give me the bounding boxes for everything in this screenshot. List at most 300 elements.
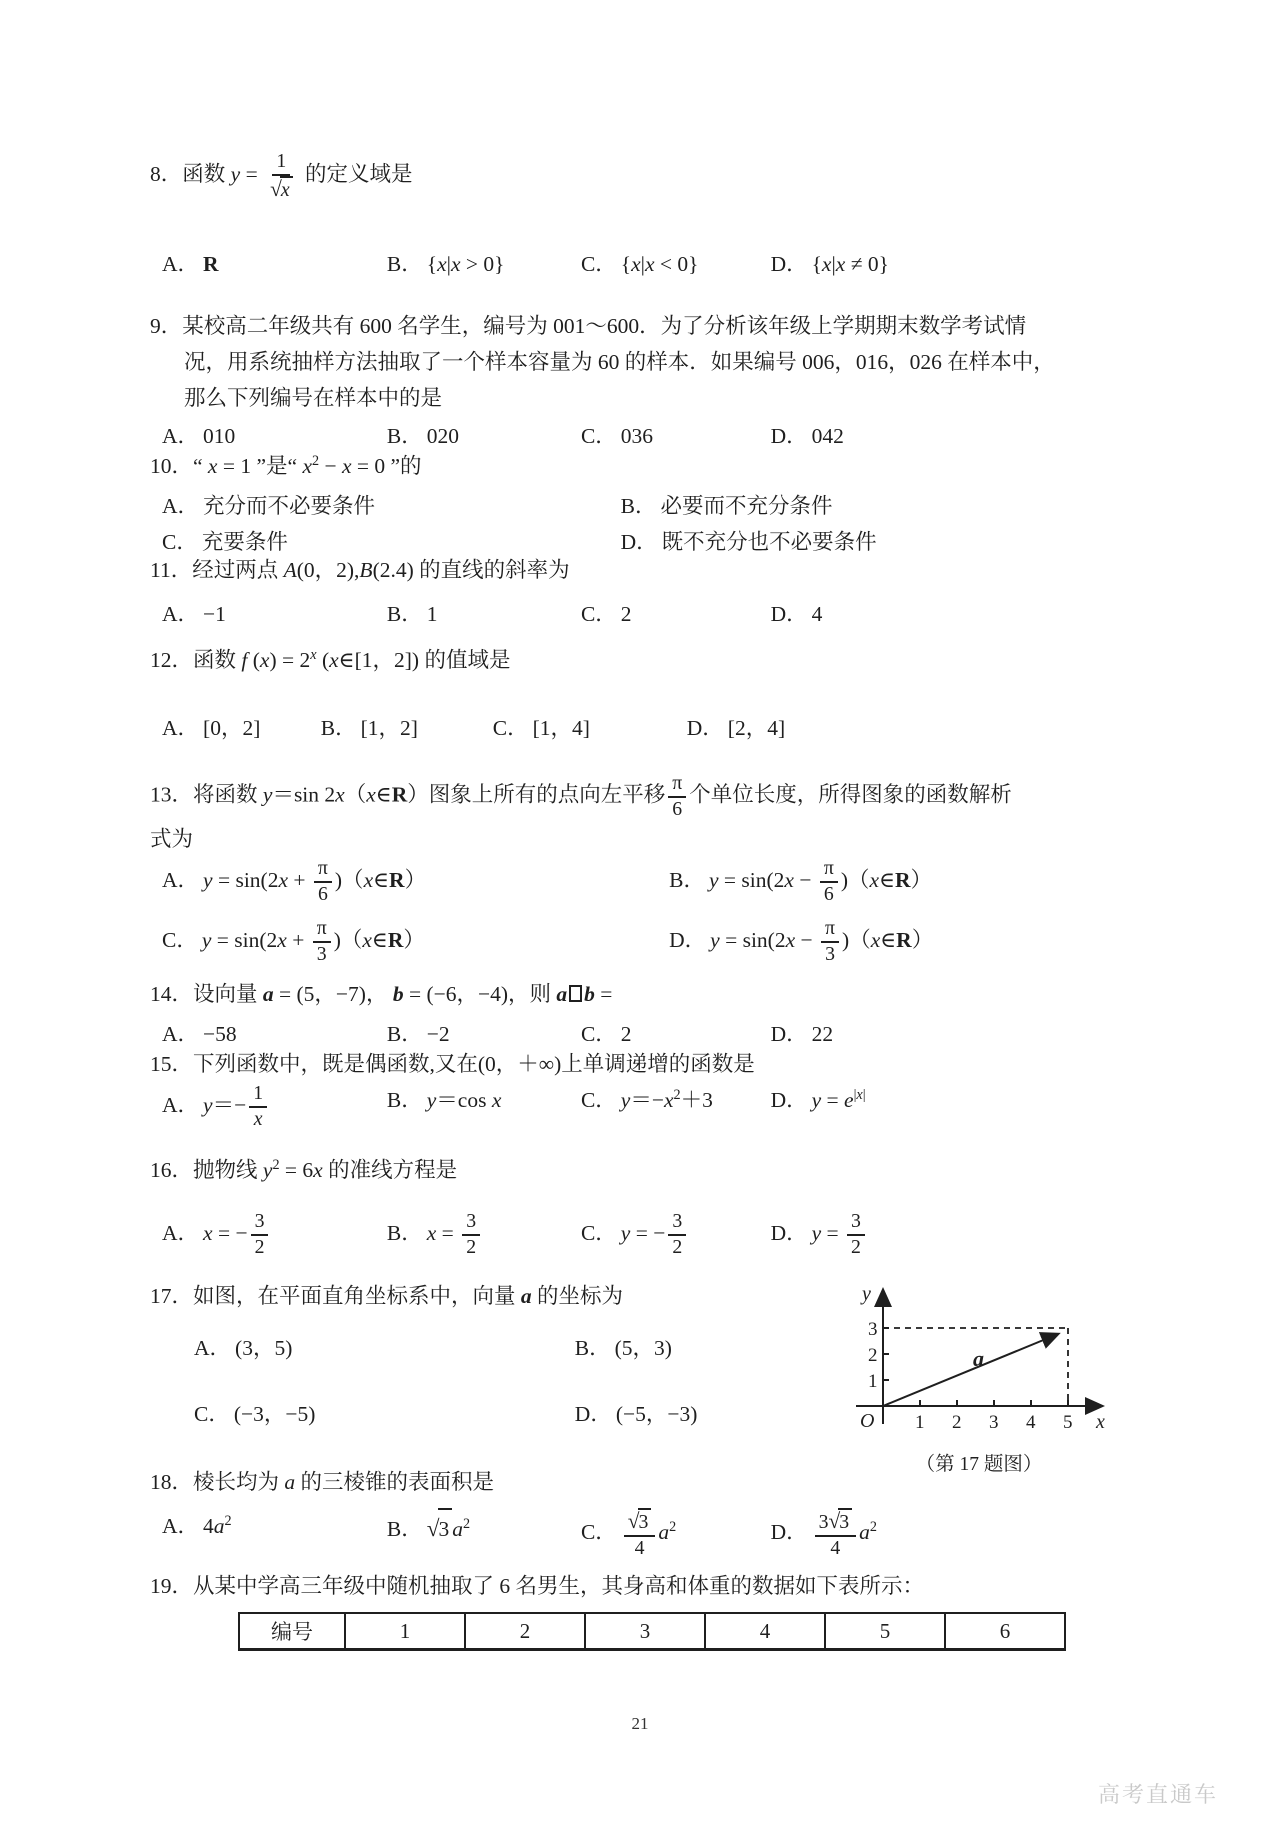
option-B	[387, 246, 581, 282]
text-run: 6	[823, 883, 834, 906]
text-run: ＝cos	[436, 1088, 492, 1112]
option-A	[162, 710, 321, 746]
question-stem	[150, 1464, 1022, 1500]
text-run: −58	[203, 1022, 237, 1046]
text-run: )（	[333, 927, 363, 952]
option-label: C．	[580, 424, 617, 448]
watermark: 高考直通车	[1097, 1782, 1218, 1807]
option-A	[162, 1210, 387, 1259]
option-label: A．	[194, 1336, 232, 1360]
text-run: +	[288, 868, 311, 893]
text-run: 10．“	[150, 454, 208, 478]
text-run: 19．从某中学高三年级中随机抽取了 6 名男生，其身高和体重的数据如下表所示：	[150, 1574, 925, 1598]
text-run: |	[831, 252, 836, 277]
math-variable: x	[259, 648, 270, 672]
text-run: 充要条件	[201, 530, 288, 554]
math-variable: y	[262, 782, 273, 807]
text-run: = −	[212, 1220, 248, 1245]
text-run: 4	[634, 1536, 645, 1559]
math-variable: A	[283, 558, 297, 582]
text-run: ∈	[373, 868, 390, 893]
text-run: 3	[254, 1210, 265, 1232]
math-radical: √x	[270, 179, 293, 201]
option-content	[427, 602, 438, 626]
option-A	[162, 246, 387, 282]
text-run: (−3，−5)	[233, 1402, 316, 1426]
option-label: D．	[770, 1520, 808, 1545]
option-label: C．	[580, 1220, 617, 1245]
question-16	[150, 1152, 1125, 1259]
text-run: ＝−	[212, 1092, 247, 1117]
math-variable: y	[230, 162, 241, 187]
text-run: (3，5)	[235, 1336, 293, 1360]
text-run: = (−6，−4)，则	[403, 982, 557, 1006]
vector-label: a	[973, 1346, 984, 1371]
math-fraction	[668, 772, 686, 821]
option-label: B．	[320, 716, 357, 740]
option-content	[620, 1210, 689, 1258]
text-run: 的坐标为	[531, 1284, 624, 1308]
text-run: 1	[426, 602, 438, 626]
option-label: B．	[386, 1220, 423, 1245]
text-run: (5，3)	[614, 1336, 672, 1360]
text-run: π	[317, 857, 328, 880]
text-run: 036	[620, 424, 654, 448]
text-run: 2	[224, 1512, 232, 1529]
math-variable: x	[856, 1086, 863, 1103]
text-run: 4	[830, 1536, 841, 1559]
option-label: A．	[162, 252, 200, 277]
math-fraction	[313, 917, 331, 966]
math-variable: y	[811, 1220, 822, 1245]
option-D	[771, 246, 1044, 282]
math-variable: e	[844, 1088, 854, 1112]
question-options	[150, 488, 1044, 560]
text-run: 13．将函数	[150, 782, 263, 807]
text-run: 2	[672, 1235, 683, 1258]
text-run: ＝−	[630, 1088, 664, 1112]
table-cell: 5	[825, 1613, 945, 1650]
text-run: 17．如图，在平面直角坐标系中，向量	[150, 1284, 521, 1308]
math-variable: x	[663, 1088, 674, 1112]
math-superscript	[870, 1519, 877, 1535]
text-run: 3	[638, 1511, 649, 1533]
question-stem	[150, 1152, 1022, 1188]
text-run: = sin(2	[211, 927, 278, 952]
text-run: 的三棱锥的表面积是	[295, 1470, 495, 1494]
text-run: = sin(2	[719, 927, 786, 952]
text-run: 22	[811, 1022, 834, 1046]
figure-q17	[838, 1276, 1120, 1476]
text-run: +	[286, 927, 310, 952]
question-stem	[150, 976, 1022, 1012]
option-content	[616, 1402, 698, 1426]
option-label: C．	[162, 530, 198, 554]
option-content	[202, 530, 288, 554]
option-label: B．	[669, 868, 705, 893]
option-C	[493, 710, 687, 746]
option-label: D．	[770, 1022, 808, 1046]
text-run: 必要而不充分条件	[660, 494, 833, 518]
text-run: {	[811, 252, 822, 277]
option-B	[387, 1210, 581, 1259]
text-run: 12．函数	[150, 648, 242, 672]
text-run: = (5，−7)，	[273, 982, 393, 1006]
math-fraction	[251, 1210, 269, 1259]
option-content	[427, 1517, 470, 1541]
text-run: −	[795, 927, 819, 952]
option-label: C．	[492, 716, 529, 740]
text-run: π	[316, 916, 327, 939]
math-radical: √3	[427, 1517, 453, 1541]
text-run: 4	[811, 602, 823, 626]
x-axis-label: x	[1096, 1411, 1105, 1433]
text-run: 2	[311, 452, 320, 469]
option-content	[203, 424, 235, 448]
math-variable: a	[284, 1470, 296, 1494]
option-label: C．	[194, 1402, 230, 1426]
text-run: ∈[1，2]) 的值域是	[338, 648, 511, 672]
text-run: 020	[426, 424, 459, 448]
text-run: 既不充分也不必要条件	[661, 530, 877, 554]
option-A	[194, 1330, 575, 1366]
math-variable: y	[710, 927, 720, 952]
text-run: 个单位长度，所得图象的函数解析式为	[150, 782, 1012, 852]
math-radical: √3	[828, 1511, 852, 1533]
math-fraction	[820, 857, 838, 906]
text-run: 2	[669, 1519, 677, 1536]
math-fraction	[847, 1210, 865, 1259]
math-variable: a	[262, 982, 274, 1006]
text-run: R	[389, 868, 405, 893]
x-tick: 2	[952, 1412, 962, 1433]
option-content	[710, 916, 934, 965]
text-run: 2	[869, 1519, 877, 1536]
option-label: D．	[770, 1220, 808, 1245]
option-content	[203, 1022, 237, 1046]
text-run: ）	[403, 927, 425, 952]
text-run: )（	[840, 868, 870, 893]
table-cell: 6	[945, 1613, 1065, 1650]
question-options	[150, 857, 1044, 966]
option-D	[771, 1210, 1044, 1259]
x-tick: 1	[915, 1412, 925, 1433]
text-run: )（	[334, 868, 364, 893]
question-10	[150, 448, 1125, 560]
option-label: B．	[386, 252, 423, 277]
option-label: A．	[162, 494, 200, 518]
math-variable: x	[310, 646, 317, 663]
option-label: A．	[162, 602, 200, 626]
option-content	[361, 716, 418, 740]
text-run: 2	[463, 1515, 471, 1532]
question-options	[150, 710, 1044, 746]
math-variable: x	[366, 782, 376, 807]
math-variable: x	[253, 1107, 263, 1130]
text-run: {	[620, 252, 632, 277]
question-15	[150, 1046, 1125, 1131]
math-variable: y	[262, 1158, 273, 1182]
y-tick: 3	[868, 1319, 878, 1340]
math-fraction	[821, 917, 839, 966]
math-superscript	[463, 1516, 470, 1532]
option-content	[621, 602, 632, 626]
option-label: D．	[686, 716, 724, 740]
option-content	[203, 494, 375, 518]
math-variable: x	[870, 927, 881, 952]
option-label: B．	[386, 424, 423, 448]
math-variable: x	[869, 868, 880, 893]
text-run: = 1 ”是“	[217, 454, 303, 478]
text-run: ＋3	[680, 1088, 713, 1112]
option-label: B．	[386, 1088, 423, 1112]
option-content	[427, 1022, 450, 1046]
math-variable: x	[207, 454, 218, 478]
option-label: A．	[162, 868, 200, 893]
question-14	[150, 976, 1125, 1052]
text-run: 的定义域是	[299, 162, 413, 187]
text-run: 042	[811, 424, 844, 448]
text-run: 6	[317, 883, 328, 906]
math-variable: x	[437, 252, 447, 277]
math-variable: x	[335, 782, 345, 807]
vector-a-arrow	[883, 1334, 1058, 1406]
option-B	[387, 1082, 581, 1131]
math-variable: y	[811, 1088, 822, 1112]
option-B	[321, 710, 493, 746]
text-run: ）	[404, 868, 427, 893]
math-variable: x	[631, 252, 641, 277]
math-variable: y	[620, 1088, 631, 1112]
math-superscript	[669, 1519, 676, 1535]
math-variable: a	[520, 1284, 532, 1308]
option-label: A．	[162, 1514, 200, 1538]
text-run: [0，2]	[203, 716, 261, 740]
math-superscript	[674, 1087, 681, 1103]
text-run: 8．函数	[150, 162, 231, 187]
question-stem	[150, 448, 1022, 484]
math-variable: x	[277, 927, 287, 952]
option-C	[581, 246, 771, 282]
math-variable: y	[203, 868, 213, 893]
option-C	[581, 1210, 771, 1259]
question-stem	[150, 1046, 1022, 1082]
option-label: C．	[580, 1520, 617, 1545]
math-superscript	[312, 453, 319, 469]
option-A	[162, 1082, 387, 1131]
text-run: 2	[254, 1235, 265, 1258]
option-content	[812, 602, 823, 626]
option-label: C．	[580, 252, 617, 277]
math-superscript	[272, 1157, 279, 1173]
text-run: = 0 ”的	[351, 454, 422, 478]
table-cell: 1	[345, 1613, 465, 1650]
math-variable: x	[450, 252, 461, 277]
text-run: 010	[203, 424, 236, 448]
option-content	[812, 1022, 834, 1046]
text-run: ∈	[879, 868, 895, 893]
math-variable: x	[302, 454, 312, 478]
option-label: D．	[770, 602, 808, 626]
option-label: B．	[386, 1517, 423, 1541]
option-content	[812, 252, 889, 276]
text-run: [1，2]	[360, 716, 418, 740]
text-run: 4	[203, 1514, 214, 1538]
table-cell: 3	[585, 1613, 705, 1650]
math-variable: x	[644, 252, 655, 277]
text-run: (	[316, 648, 330, 672]
text-run: −	[793, 868, 817, 893]
text-run: =	[436, 1220, 460, 1245]
text-run: ）图象上所有的点向左平移	[407, 782, 666, 807]
text-run: (0，2),	[296, 558, 360, 582]
option-label: D．	[669, 927, 707, 952]
question-19	[150, 1568, 1125, 1651]
math-fraction	[668, 1210, 686, 1259]
option-C	[162, 917, 669, 966]
text-run: 1	[276, 150, 287, 172]
question-stem	[150, 150, 1022, 202]
option-label: C．	[580, 1022, 617, 1046]
option-label: D．	[574, 1402, 612, 1426]
text-run: ∈	[371, 927, 388, 952]
question-9	[150, 308, 1125, 454]
math-variable: x	[280, 178, 290, 201]
question-options	[150, 1210, 1044, 1259]
y-tick: 2	[868, 1345, 878, 1366]
math-variable: x	[785, 927, 796, 952]
text-run: )（	[842, 927, 871, 952]
option-A	[162, 596, 387, 632]
option-label: D．	[770, 424, 808, 448]
table-cell: 2	[465, 1613, 585, 1650]
math-fraction	[314, 857, 332, 906]
option-content	[203, 1514, 232, 1538]
text-run: R	[894, 868, 911, 893]
text-run: |	[862, 1086, 866, 1103]
question-8	[150, 150, 1125, 282]
math-variable: x	[363, 868, 374, 893]
text-run: =	[821, 1220, 845, 1245]
option-D	[687, 710, 1044, 746]
option-content	[203, 716, 260, 740]
option-D	[771, 596, 1044, 632]
text-run: 16．抛物线	[150, 1158, 263, 1182]
option-label: A．	[162, 1220, 200, 1245]
math-fraction	[249, 1082, 267, 1131]
text-run: 3	[825, 942, 835, 965]
question-17	[150, 1278, 1125, 1475]
math-variable: f	[241, 648, 248, 672]
option-B	[575, 1330, 874, 1366]
option-content	[811, 1210, 868, 1258]
option-label: D．	[770, 252, 808, 277]
option-content	[621, 1509, 677, 1559]
text-run: = −	[630, 1220, 666, 1245]
option-content	[812, 1509, 877, 1559]
text-run: 2	[620, 1022, 632, 1046]
text-run: 9．某校高二年级共有 600 名学生，编号为 001～600．为了分析该年级上学期期末数学考试情况，用系统抽样方法抽取了一个样本容量为 60 的样本．如果编号 006，016，026 在样本中，那么下列编号在样本中的是	[150, 314, 1055, 410]
math-variable: b	[392, 982, 404, 1006]
math-variable: a	[213, 1514, 225, 1538]
text-run: < 0}	[654, 252, 699, 277]
option-content	[660, 494, 832, 518]
option-A	[162, 857, 669, 906]
math-variable: x	[362, 927, 372, 952]
text-run: −	[319, 454, 342, 478]
text-run: 3	[818, 1511, 829, 1533]
text-run: 18．棱长均为	[150, 1470, 285, 1494]
text-run: |	[446, 252, 451, 277]
text-run: π	[825, 916, 836, 939]
text-run: π	[823, 857, 834, 880]
option-content	[708, 857, 933, 906]
math-variable: y	[203, 1092, 213, 1117]
math-variable: x	[203, 1220, 213, 1245]
text-run: 3	[466, 1210, 477, 1232]
text-run: (	[247, 648, 260, 672]
x-tick: 4	[1026, 1412, 1036, 1433]
text-run: R	[203, 252, 219, 277]
option-label: D．	[620, 530, 658, 554]
option-content	[235, 1336, 292, 1360]
option-content	[621, 424, 653, 448]
option-C	[581, 596, 771, 632]
math-variable: x	[313, 1158, 323, 1182]
text-run: −2	[426, 1022, 450, 1046]
math-variable: a	[658, 1520, 670, 1545]
option-content	[426, 1210, 483, 1258]
question-options	[150, 1082, 1044, 1131]
text-run: > 0}	[460, 252, 505, 277]
text-run: 2	[851, 1235, 861, 1258]
option-content	[427, 424, 459, 448]
vector-coordinate-figure	[838, 1276, 1120, 1446]
option-label: A．	[162, 1092, 200, 1117]
question-stem	[150, 308, 1056, 416]
math-variable: a	[859, 1520, 870, 1545]
math-superscript	[854, 1087, 866, 1103]
text-run: ∈	[880, 927, 897, 952]
option-label: A．	[162, 716, 200, 740]
math-variable: x	[341, 454, 352, 478]
text-run: {	[426, 252, 438, 277]
option-content	[728, 716, 785, 740]
text-run: =	[821, 1088, 845, 1112]
text-run: ）	[911, 927, 934, 952]
option-content	[203, 857, 427, 906]
option-label: C．	[162, 927, 198, 952]
option-A	[162, 488, 621, 524]
option-content	[533, 716, 590, 740]
table-header-row	[239, 1613, 1065, 1650]
text-run: = sin(2	[718, 868, 785, 893]
option-D	[771, 1082, 1044, 1131]
option-content	[621, 1022, 632, 1046]
y-axis-label: y	[862, 1283, 871, 1305]
math-fraction	[266, 150, 297, 202]
question-options	[150, 1508, 1044, 1560]
math-variable: x	[426, 1220, 437, 1245]
option-B	[387, 596, 581, 632]
option-content	[427, 1088, 502, 1112]
option-content	[203, 1210, 271, 1258]
question-18	[150, 1464, 1125, 1560]
math-variable: x	[821, 252, 832, 277]
option-content	[203, 252, 219, 276]
option-B	[669, 857, 1044, 906]
option-content	[234, 1402, 316, 1426]
